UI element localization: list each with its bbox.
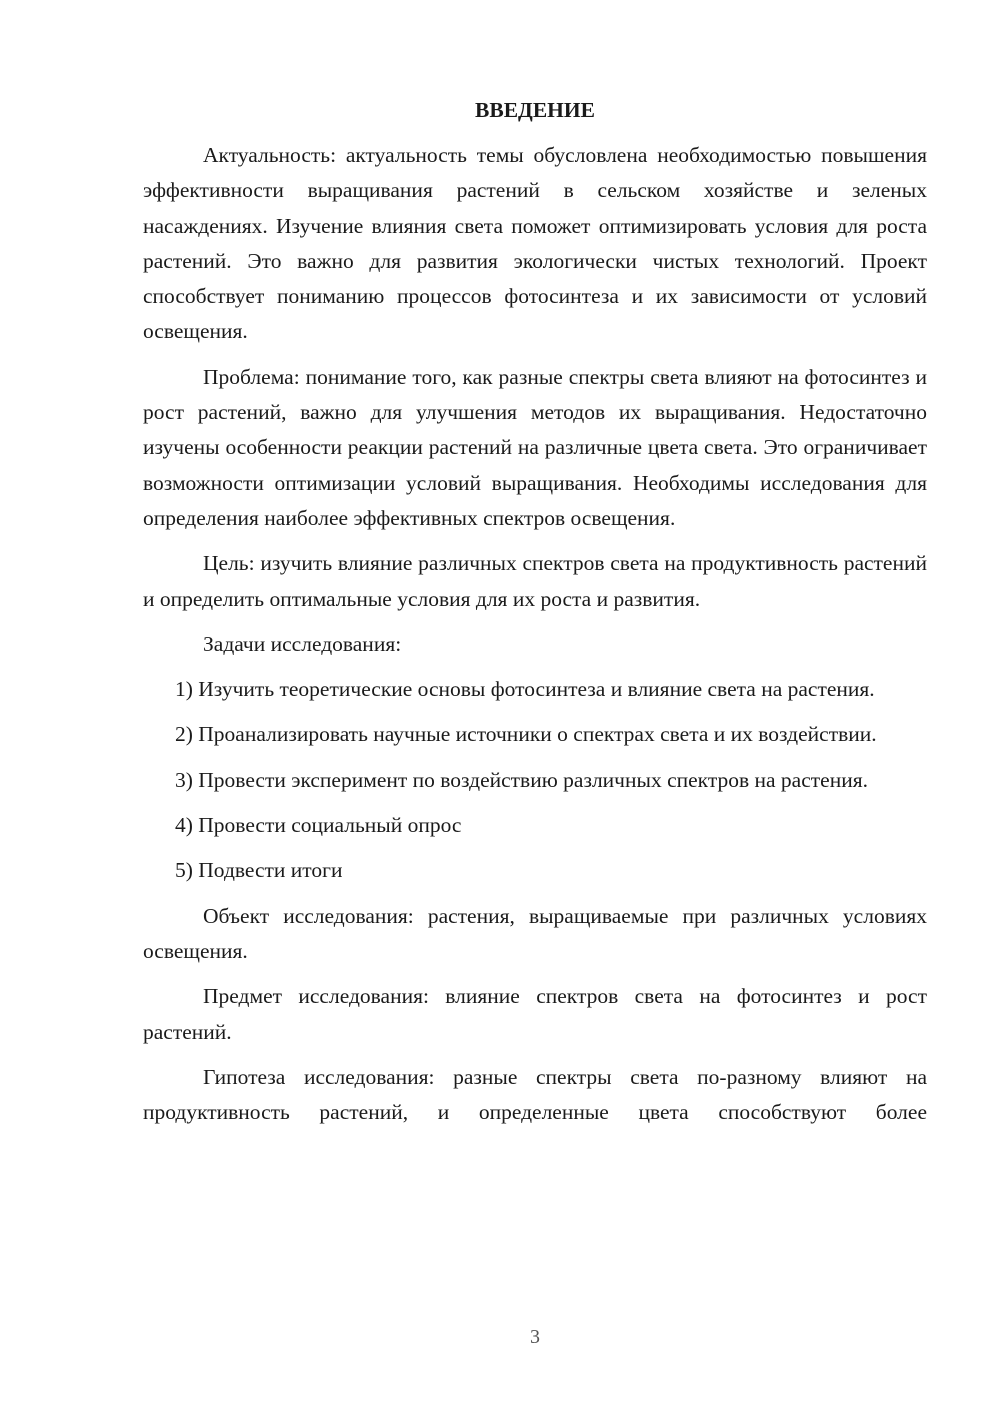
tasks-heading: Задачи исследования:	[203, 631, 402, 656]
task-item-4: 4) Провести социальный опрос	[175, 813, 462, 838]
paragraph-goal: Цель: изучить влияние различных спектров света на продуктивность растений и определить оптимальные условия для их роста и развития.	[143, 551, 927, 611]
tasks-list	[143, 672, 927, 888]
paragraph-object: Объект исследования: растения, выращиваемые при различных условиях освещения.	[143, 903, 927, 963]
document-page	[143, 92, 927, 1140]
paragraph-problem: Проблема: понимание того, как разные спектры света влияют на фотосинтез и рост растений, важно для улучшения методов их выращивания. Недостаточно изучены особенности реакции растений на различные цвета света. Это ограничивает возможности оптимизации условий выращивания. Необходимы исследования для определения наиболее эффективных спектров освещения.	[143, 364, 927, 530]
task-item-3: 3) Провести эксперимент по воздействию различных спектров на растения.	[175, 767, 868, 792]
paragraph-subject: Предмет исследования: влияние спектров света на фотосинтез и рост растений.	[143, 984, 927, 1044]
section-title: ВВЕДЕНИЕ	[475, 98, 595, 122]
task-item-1: 1) Изучить теоретические основы фотосинтеза и влияние света на растения.	[175, 677, 875, 702]
task-item-2: 2) Проанализировать научные источники о спектрах света и их воздействии.	[175, 722, 877, 747]
task-item-5: 5) Подвести итоги	[175, 858, 343, 883]
paragraph-relevance: Актуальность: актуальность темы обусловлена необходимостью повышения эффективности выращивания растений в сельском хозяйстве и зеленых насаждениях. Изучение влияния света поможет оптимизировать условия для роста растений. Это важно для развития экологически чистых технологий. Проект способствует пониманию процессов фотосинтеза и их зависимости от условий освещения.	[143, 143, 927, 344]
paragraph-hypothesis: Гипотеза исследования: разные спектры света по-разному влияют на продуктивность растений, и определенные цвета способствуют более	[143, 1064, 927, 1125]
page-number: 3	[530, 1326, 540, 1348]
